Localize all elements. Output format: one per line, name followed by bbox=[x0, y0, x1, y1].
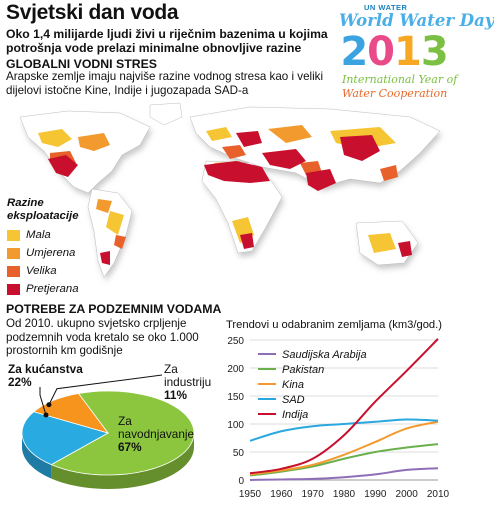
legend-item-umjerena bbox=[7, 245, 79, 263]
pie-label-navodnjavanje-value: 67% bbox=[118, 440, 142, 454]
legend-title-line1: Razine bbox=[7, 197, 44, 209]
groundwater-heading: POTREBE ZA PODZEMNIM VODAMA bbox=[6, 302, 222, 316]
map-legend bbox=[7, 197, 79, 299]
groundwater-text: Od 2010. ukupno svjetsko crpljenje podzemnih voda kretalo se oko 1.000 prostornih km godišnje bbox=[6, 317, 199, 357]
y-tick-label: 250 bbox=[227, 336, 244, 347]
legend-label-umjerena: Umjerena bbox=[26, 247, 76, 259]
logo-motto-line2: Water Cooperation bbox=[342, 87, 448, 100]
svg-text:2013 bbox=[340, 29, 447, 75]
y-tick-label: 0 bbox=[238, 476, 244, 487]
series-line bbox=[250, 419, 438, 440]
legend-title-line2: eksploatacije bbox=[7, 210, 79, 222]
page-subtitle: Oko 1,4 milijarde ljudi živi u riječnim bazenima u kojima potrošnja vode prelazi minimalne obnovljive razine bbox=[6, 27, 328, 55]
pie-label-industrija-value: 11% bbox=[164, 388, 187, 402]
pie-label-navodnjavanje-name: Za navodnjavanje bbox=[118, 414, 195, 441]
pie-label-navodnjavanje bbox=[118, 415, 198, 454]
global-stress-text: Arapske zemlje imaju najviše razine vodnog stresa kao i veliki dijelovi istočne Kine, Indije i jugozapada SAD-a bbox=[6, 70, 324, 97]
logo-event: World Water Day bbox=[339, 11, 494, 30]
pie-label-industrija-name: Za industriju bbox=[164, 362, 212, 389]
pie-label-industrija bbox=[164, 363, 215, 402]
legend-label: Kina bbox=[282, 379, 305, 391]
pie-label-kucanstva-name: Za kućanstva bbox=[8, 362, 83, 376]
pie-label-kucanstva bbox=[8, 363, 83, 389]
legend-item-pretjerana bbox=[7, 281, 79, 299]
page-title: Svjetski dan voda bbox=[6, 1, 179, 24]
pie-chart bbox=[0, 355, 215, 503]
legend-label: SAD bbox=[282, 394, 305, 406]
y-tick-label: 200 bbox=[227, 364, 244, 375]
legend-label-pretjerana: Pretjerana bbox=[26, 283, 79, 295]
legend-item-velika bbox=[7, 263, 79, 281]
world-water-day-logo bbox=[336, 1, 494, 109]
logo-year-digit: 0 bbox=[367, 29, 394, 75]
x-tick-label: 1970 bbox=[301, 489, 324, 500]
legend-label: Pakistan bbox=[282, 364, 325, 376]
logo-year bbox=[338, 29, 450, 75]
greenland bbox=[150, 103, 182, 125]
x-tick-label: 2000 bbox=[395, 489, 418, 500]
x-tick-label: 2010 bbox=[426, 489, 450, 500]
pie-leader-dot-industrija bbox=[46, 402, 51, 407]
logo-motto-line1: International Year of bbox=[342, 73, 458, 86]
x-tick-label: 1950 bbox=[238, 489, 262, 500]
legend-swatch-velika bbox=[7, 266, 20, 277]
x-tick-label: 1990 bbox=[364, 489, 387, 500]
line-chart bbox=[222, 312, 454, 503]
x-tick-label: 1980 bbox=[332, 489, 356, 500]
logo-org: UN WATER bbox=[364, 3, 408, 12]
logo-year-digit: 2 bbox=[340, 29, 368, 75]
legend-swatch-mala bbox=[7, 230, 20, 241]
legend-item-mala bbox=[7, 227, 79, 245]
legend-swatch-pretjerana bbox=[7, 284, 20, 295]
legend-label-velika: Velika bbox=[26, 265, 57, 277]
pie-leader-dot-kucanstva bbox=[44, 413, 49, 418]
line-chart-svg bbox=[222, 312, 454, 503]
logo-year-digit: 1 bbox=[394, 29, 421, 75]
y-tick-label: 150 bbox=[227, 392, 244, 403]
x-tick-label: 1960 bbox=[270, 489, 293, 500]
line-chart-title: Trendovi u odabranim zemljama (km3/god.) bbox=[226, 319, 442, 331]
legend-swatch-umjerena bbox=[7, 248, 20, 259]
logo-year-digit: 3 bbox=[420, 29, 448, 75]
pie-label-kucanstva-value: 22% bbox=[8, 375, 32, 389]
legend-label: Saudijska Arabija bbox=[282, 349, 367, 361]
legend-label-mala: Mala bbox=[26, 229, 51, 241]
y-tick-label: 50 bbox=[232, 448, 244, 459]
legend-label: Indija bbox=[282, 409, 309, 421]
global-stress-heading: GLOBALNI VODNI STRES bbox=[6, 57, 157, 71]
y-tick-label: 100 bbox=[227, 420, 244, 431]
